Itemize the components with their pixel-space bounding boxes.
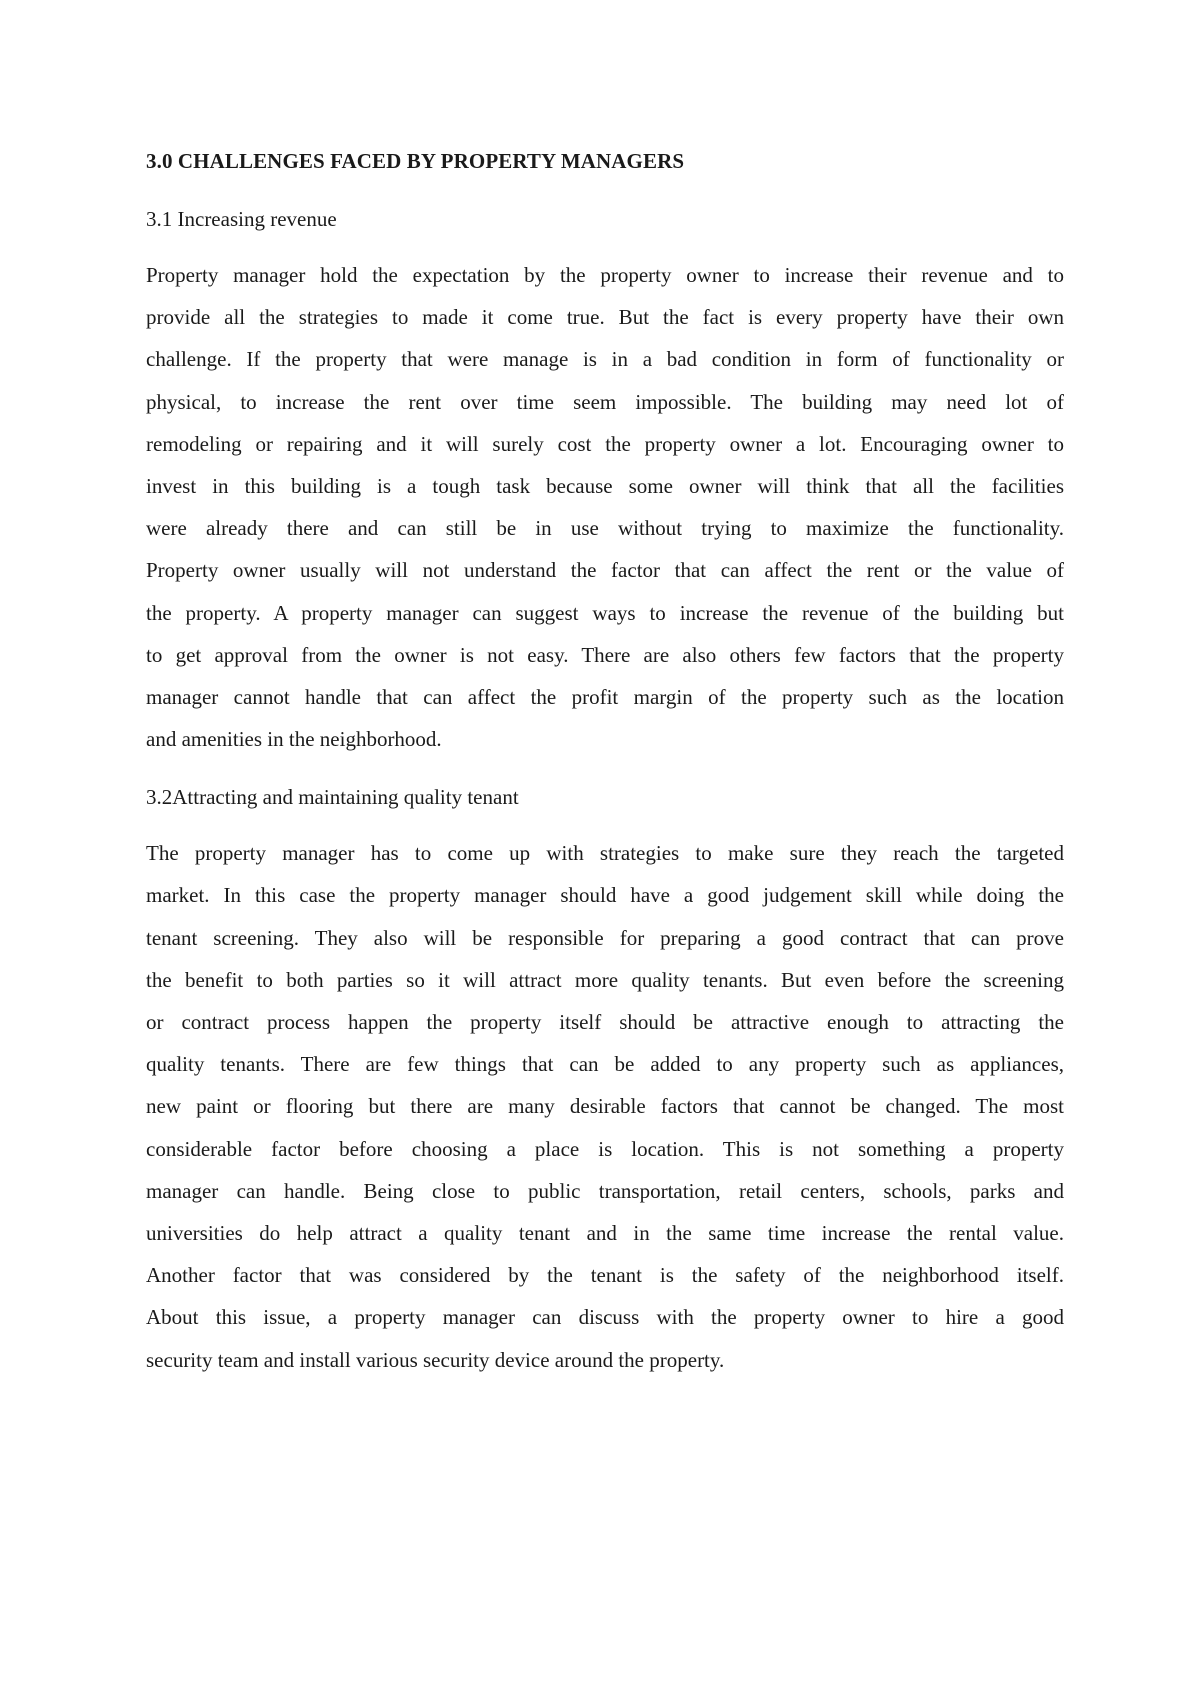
- paragraph-line: physical, to increase the rent over time seem impossible. The building may need lot of: [146, 389, 1064, 414]
- paragraph-line: manager cannot handle that can affect the profit margin of the property such as the location: [146, 684, 1064, 709]
- paragraph-line: considerable factor before choosing a place is location. This is not something a property: [146, 1136, 1064, 1161]
- paragraph-line: quality tenants. There are few things that can be added to any property such as appliances,: [146, 1052, 1064, 1077]
- paragraph-line: the property. A property manager can suggest ways to increase the revenue of the building but: [146, 600, 1064, 625]
- paragraph-line: manager can handle. Being close to public transportation, retail centers, schools, parks and: [146, 1178, 1064, 1203]
- paragraph-line: provide all the strategies to made it come true. But the fact is every property have their own: [146, 305, 1064, 330]
- paragraph-line: new paint or flooring but there are many desirable factors that cannot be changed. The most: [146, 1094, 1064, 1119]
- chapter-heading: 3.0 CHALLENGES FACED BY PROPERTY MANAGERS: [146, 149, 685, 173]
- section-paragraph-attracting-tenant: [146, 832, 1064, 1380]
- paragraph-line: and amenities in the neighborhood.: [146, 727, 442, 752]
- section-title-attracting-tenant: 3.2Attracting and maintaining quality tenant: [146, 785, 519, 810]
- paragraph-line: the benefit to both parties so it will attract more quality tenants. But even before the screening: [146, 967, 1064, 992]
- paragraph-line: The property manager has to come up with strategies to make sure they reach the targeted: [146, 841, 1064, 866]
- paragraph-line: market. In this case the property manager should have a good judgement skill while doing the: [146, 883, 1064, 908]
- paragraph-line: invest in this building is a tough task because some owner will think that all the facilities: [146, 473, 1064, 498]
- paragraph-line: or contract process happen the property itself should be attractive enough to attracting the: [146, 1010, 1064, 1034]
- paragraph-line: Property manager hold the expectation by the property owner to increase their revenue and to: [146, 263, 1064, 287]
- section-title-increasing-revenue: 3.1 Increasing revenue: [146, 207, 337, 231]
- section-paragraph-increasing-revenue: [146, 254, 1064, 760]
- document-body: [146, 140, 1064, 1397]
- paragraph-line: were already there and can still be in use without trying to maximize the functionality.: [146, 516, 1064, 541]
- paragraph-line: security team and install various security device around the property.: [146, 1347, 725, 1372]
- paragraph-line: remodeling or repairing and it will surely cost the property owner a lot. Encouraging owner to: [146, 431, 1064, 456]
- paragraph-line: tenant screening. They also will be responsible for preparing a good contract that can prove: [146, 925, 1064, 950]
- paragraph-line: challenge. If the property that were manage is in a bad condition in form of functionality or: [146, 347, 1064, 372]
- paragraph-line: About this issue, a property manager can discuss with the property owner to hire a good: [146, 1305, 1064, 1330]
- paragraph-line: universities do help attract a quality tenant and in the same time increase the rental value.: [146, 1220, 1064, 1245]
- paragraph-line: to get approval from the owner is not easy. There are also others few factors that the property: [146, 642, 1064, 667]
- paragraph-line: Another factor that was considered by the tenant is the safety of the neighborhood itself.: [146, 1263, 1064, 1288]
- paragraph-line: Property owner usually will not understand the factor that can affect the rent or the value of: [146, 558, 1064, 583]
